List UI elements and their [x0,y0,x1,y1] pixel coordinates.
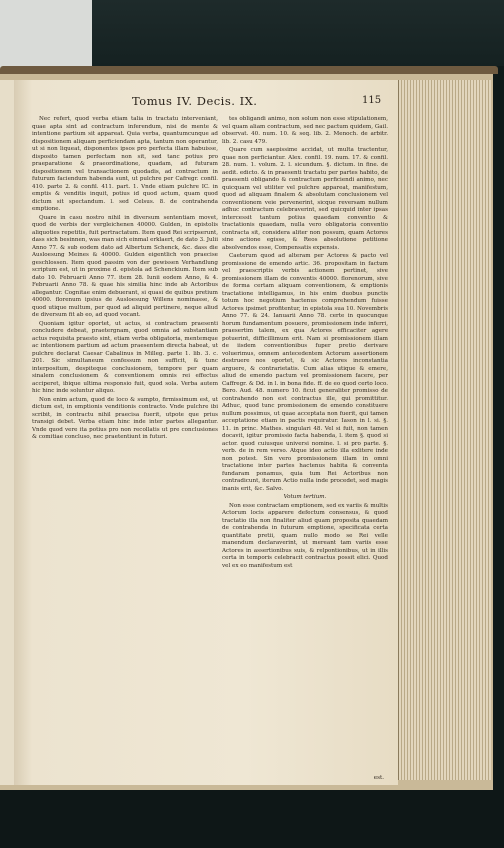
paragraph: Quare in casu nostro nihil in diversum sententiam movet, quod de verbis der vergleichenen 40000. Gulden, in epistolis aliquoties repetitis, fuit pertractatum. Item quod Rei scripserunt, dass sich besinnen, was man sich einmal erklaert, de dato 3. Julii Anno 77. & sub eodem dato ad Albertum Schenck, &c. dass die Ausloesung Meines & 40000. Gulden eigentlich von praecise geschlossen. Item quod passim von der gewissen Verhandlung scriptum est, ut in proxime d. epistola ad Schenckium. Item sub dato 10. Februarii Anno 77. item 28. Iunii eodem Anno, & 4. Februarii Anno 78. & quae his similia hinc inde ab Actoribus allegantur. Cognitae enim debuerant, si quasi de quibus pretium 40000. florenum ipsius de Ausloesung Willens nominasse, & quod utique multum, per quod ad aliquid pertinere, neque aliud de diversum fit ab eo, ad quod vocant. [32,214,218,318]
section-subheading: Votum tertium. [283,494,327,500]
running-title: Tomus IV. Decis. IX. [132,94,258,108]
page-number: 115 [362,95,382,106]
book-cover-edge [0,66,498,74]
paragraph: Quoniam igitur oportet, ut actus, si contractum praesenti concludere debeat, praetergnam, quod omnia ad substantiam actus requisita praesto sint, etiam verba obligatoria, mentemque ac intentionem partium ad actum praesentem directa habeat, ut pulchre declarat Caesar Cabalinus in Milleg. parte 1. lib. 3. c. 201. Sic simultaneum confessum non sufficit, & tunc interpositum, despiteque conclusionem, tempore per quam sinalem conclusionem & conventionem omnis rei effectus acciperet, ibique ultima responsio fuit, quod sola. Verba autem hic hinc inde soluntur aliquo. [32,320,218,394]
previous-page-edge [0,80,15,785]
book-page [14,80,398,785]
paragraph: Non enim actum, quod de loco & sumpto, firmissimum est, ut dictum est, in emptionis venditionis contracto. Vnde pulchre ibi scribit, in contractu nihil praecisa fuerit, utpote que prius transigi debet. Verba etiam hinc inde inter partes allegantur. Vnde quod vere ita potius pro non recollatis ut pre conclusiones & comitiae concluso, nec praetentiunt in futuri. [32,396,218,440]
running-head [14,94,398,112]
paragraph: tes obligandi animo, non solum non esse stipulationem, vel quam aliam contractum, sed nec pactum quidem, Gail. observat. 40. num. 10. & seq. lib. 2. Menoch. de arbitr. lib. 2. casu 479. [222,116,388,145]
page-stack-edges [398,80,491,780]
paragraph: Non esse contractam emptionem, sed ex variis & multis Actorum locis apparere defectum consensus, & quod tractatio illa non finaliter aliud quam proposita quaedam de contrahenda in futurum emptione, specificata certa quantitate pretii, quam nullo modo se Rei velle manendum declaraverint, ut mereant tam variis esse Actores in assertionibus suis, & relpontionibus, ut in illis certa in temporis celebracit contractus possit elici. Quod vel ex eo manifestum est [222,502,388,569]
background-bottom [0,790,504,848]
right-text-column [222,116,388,776]
background-light-corner [0,0,92,70]
catchword: est. [373,775,384,781]
left-text-column [32,116,218,776]
paragraph: Nec refert, quod verba etiam talia in tractatu interveniant, quae apta sint ad contractum inferendum, nisi de mente & intentione partium sit appareat. Quia verba, quantumcunque ad dispositionem aliquam perficiendam apta, tantum non operantur, ut si non liqueat, disponentes ipsos pro perfecta illam habuisse, disposito tamen perfectam non sit, sed tanc potius pro praeparatione & praeordinatione, quadam, ad futuram dispositionem vel transactionem quodadis, ad contractum in futurum faciendum habenda sunt, ut pulchre per Cafregr. confil. 410. parte 2. & confil. 411. part. 1. Vnde etiam pulchre IC. in emptis & venditis inquit, potius id quod actum, quam quod dictum sit spectandum. l. sed Celsus. 8. de contrahenda emptione. [32,116,218,212]
paragraph: Caeterum quod ad alteram per Actores & pacto vel promissione de emendo artic. 36. propositam in factum vel praescriptis verbis actionem pertinet, sive promissionem illam de conventis 40000. florenorum, sive de forma certam aliquam conventionem, & emptionis tractatione intelligamus, in his enim duobus punctis totum hoc negotium hactenus comprehendum fuisse Actores ipsimet profitentur, in epistola sua 10. Novembris Anno 77. & 24. Ianuarii Anno 78. certe in quocunque horum fundamentum posuere, promissionem inde inferri, praesertim talem, ex qua Actores efficaciter agere potuerint, difficillimum erit. Nam si promissionem illam de iisdem conventionibus fuper pretio derivare voluerimus, omnem antecedentem Actorum assertionem destruere nos oportet, & sic Actores inconstantia arguere, & contrarietatis. Cum alias utique & emere, aliud de emendo pactum vel promissionem facere, per Caffregr. & Dd. in l. in bona fide. ff. de eo quod certo loco. Bero. Aud. 48. numero 10. ficut generaliter promisso de contrahendo non est contractus ille, qui promittitur. Adhuc, quod tunc promissionem de emendo constituere nullum possimus, ut quae acceptata non fuerit, qui tamen acceptatione etiam in pactis requiratur. Iason in l. si. §. 11. in princ. Mathes. singulari 48. Vel si fuit, non tamen docavit, igitur promissio facta habenda, l. item §. quod si actor. quod cuiusque universi nomine. l. si pro parte. §. verb. de in rem verso. Atque ideo actio illa exlitere inde non potest. Sin vero promissionem illam in omni tractatione inter partes hactenus habita & conventa fundaram ponamus, quia tum Rei Actoribus non contradicunt, iterum Actio nulla inde procedet, sed magis inanis erit, &c. Salvo. [222,253,388,492]
paragraph: Quare cum saepissime accidat, ut multa tractentur, quae non perficiantur. Alex. confil. 19. num. 17. & confil. 28. num. 1. volum. 2. l. sicundum. §. dictum. in fine. de aedit. edicto. & in praesenti tractatu per partes habito, de praesenti obligando & contractum perficiendi animo, nec quicquam vel utiliter vel pulchre appareat, manifestum, quod ad aliquam finalem & absolutam conclusionem vel conventionem veie pervenerint, sicque reversam nullum adhuc contractum celebraverint, sed quicquid inter ipsas intercessit tantum potius quaedam conventio & tractationis quaedam, nulla vero obligatoria conventio contracta sit, considera aliter non possum, quam Actores sine actione egisse, & Reos absolutione petitione absolvendos esse, Compensatis expensis. [222,147,388,251]
